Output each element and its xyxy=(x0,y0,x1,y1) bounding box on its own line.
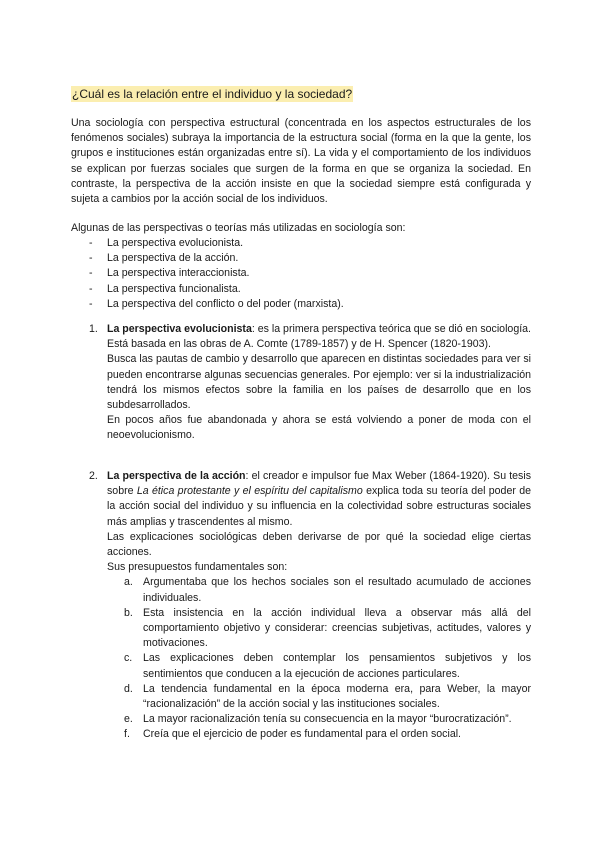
dash-bullet: - xyxy=(89,267,93,280)
list-item: e. La mayor racionalización tenía su consecuencia en la mayor “burocratización”. xyxy=(107,712,531,727)
section-paragraph: Sus presupuestos fundamentales son: xyxy=(107,561,288,574)
section-number: 2. xyxy=(89,470,98,482)
list-item: - La perspectiva de la acción. xyxy=(71,251,531,266)
list-item: a. Argumentaba que los hechos sociales son el resultado acumulado de acciones individuales. xyxy=(124,576,531,604)
assumptions-list xyxy=(107,575,531,742)
dash-bullet: - xyxy=(89,282,93,295)
section-evolucionista xyxy=(71,322,531,444)
list-marker: a. xyxy=(124,576,133,589)
perspectives-list xyxy=(71,236,531,312)
section-paragraph: Las explicaciones sociológicas deben derivarse de por qué la sociedad elige ciertas acciones. xyxy=(107,530,531,559)
book-title: La ética protestante y el espíritu del capitalismo xyxy=(136,485,363,498)
list-item: - La perspectiva funcionalista. xyxy=(71,282,531,297)
list-marker: f. xyxy=(124,728,130,741)
list-item: - La perspectiva interaccionista. xyxy=(71,266,531,281)
list-marker: c. xyxy=(124,652,133,665)
list-marker: d. xyxy=(124,682,133,695)
list-marker: e. xyxy=(124,713,133,726)
list-marker: b. xyxy=(124,606,133,619)
list-intro: Algunas de las perspectivas o teorías más utilizadas en sociología son: xyxy=(71,222,406,234)
intro-paragraph: Una sociología con perspectiva estructural (concentrada en los aspectos estructurales de los fenómenos sociales) subraya la importancia de la estructura social (forma en la que la gente, los grupos e instituciones están organizadas entre sí). La vida y el comportamiento de los individuos se explican por fuerzas sociales que surgen de la forma en que se organiza la sociedad. En contraste, la perspectiva de la acción insiste en que la sociedad siempre está configurada y sujeta a cambios por la acción social de los individuos. xyxy=(71,117,531,206)
page-title: ¿Cuál es la relación entre el individuo y la sociedad? xyxy=(72,87,353,101)
section-heading: La perspectiva de la acción xyxy=(107,470,246,482)
section-heading: La perspectiva evolucionista xyxy=(107,323,252,335)
section-accion xyxy=(71,469,531,743)
section-paragraph: Busca las pautas de cambio y desarrollo que aparecen en distintas sociedades para ver si pueden encontrarse algunas secuencias generales. Por ejemplo: ver si la industrialización tendrá los mismos efectos sobre la familia en los países de desarrollo que en los subdesarrollados. xyxy=(107,353,531,412)
section-paragraph: En pocos años fue abandonada y ahora se está volviendo a poner de moda con el neoevolucionismo. xyxy=(107,414,531,442)
list-item: b. Esta insistencia en la acción individual lleva a observar más allá del comportamiento objetivo y considerar: creencias subjetivas, actitudes, valores y motivaciones. xyxy=(124,606,531,650)
section-paragraph: La perspectiva de la acción: el creador e impulsor fue Max Weber (1864-1920). Su tesis sobre La ética protestante y el espíritu del capitalismo explica toda su teoría del poder de la acción social del individuo y su influencia en la colectividad sobre estructuras sociales más amplias y trascendentes al mismo. xyxy=(107,470,531,528)
dash-bullet: - xyxy=(89,297,93,310)
section-number: 1. xyxy=(89,323,98,335)
list-item: d. La tendencia fundamental en la época moderna era, para Weber, la mayor “racionalización” de la acción social y las instituciones sociales. xyxy=(124,682,531,711)
list-item: - La perspectiva del conflicto o del poder (marxista). xyxy=(71,297,531,312)
section-paragraph: La perspectiva evolucionista: es la primera perspectiva teórica que se dió en sociología. Está basada en las obras de A. Comte (1789-1857) y de H. Spencer (1820-1903). xyxy=(107,323,531,351)
dash-bullet: - xyxy=(89,237,93,249)
list-item: - La perspectiva evolucionista. xyxy=(71,236,531,251)
list-item: f. Creía que el ejercicio de poder es fundamental para el orden social. xyxy=(107,727,531,742)
list-item: c. Las explicaciones deben contemplar los pensamientos subjetivos y los sentimientos que conducen a la ejecución de acciones particulares. xyxy=(124,652,531,680)
dash-bullet: - xyxy=(89,252,93,265)
